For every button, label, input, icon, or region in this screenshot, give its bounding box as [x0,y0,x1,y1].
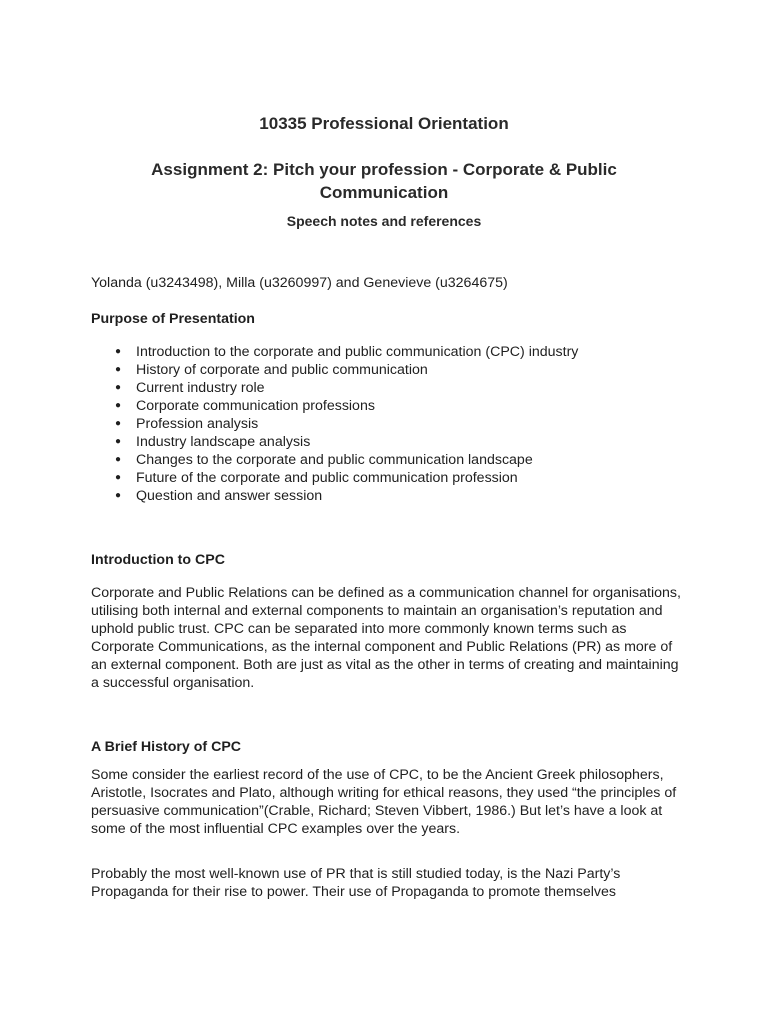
list-item-text: Profession analysis [136,416,259,432]
bullet-icon: ● [115,418,122,429]
notes-subtitle: Speech notes and references [286,213,482,229]
list-item [91,361,578,379]
authors-line: Yolanda (u3243498), Milla (u3260997) and Genevieve (u3264675) [91,275,508,291]
bullet-icon: ● [115,364,122,375]
list-item-text: Industry landscape analysis [136,434,311,450]
list-item-text: Changes to the corporate and public communication landscape [136,452,533,468]
history-heading: A Brief History of CPC [91,739,242,755]
introduction-heading: Introduction to CPC [91,552,225,568]
list-item [91,379,578,397]
list-item-text: Corporate communication professions [136,398,375,414]
list-item-text: Future of the corporate and public communication profession [136,470,518,486]
list-item-text: Question and answer session [136,488,323,504]
history-paragraph-1: Some consider the earliest record of the use of CPC, to be the Ancient Greek philosophers, Aristotle, Isocrates and Plato, although writing for ethical reasons, they used “the principles of persuasive communication”(Crable, Richard; Steven Vibbert, 1986.) But let’s have a look at some of the most influential CPC examples over the years. [91,767,677,837]
history-paragraph-2: Probably the most well-known use of PR that is still studied today, is the Nazi Party’s Propaganda for their rise to power. Their use of Propaganda to promote themselves [91,866,621,900]
list-item-text: Introduction to the corporate and public communication (CPC) industry [136,344,579,360]
list-item-text: History of corporate and public communication [136,362,428,378]
list-item [91,451,578,469]
list-item [91,487,578,505]
bullet-icon: ● [115,472,122,483]
bullet-icon: ● [115,382,122,393]
list-item-text: Current industry role [136,380,265,396]
assignment-title: Assignment 2: Pitch your profession - Corporate & Public Communication [151,160,617,202]
bullet-icon: ● [115,346,122,357]
bullet-icon: ● [115,490,122,501]
bullet-icon: ● [115,436,122,447]
introduction-paragraph: Corporate and Public Relations can be defined as a communication channel for organisations, utilising both internal and external components to maintain an organisation’s reputation and uphold public trust. CPC can be separated into more commonly known terms such as Corporate Communications, as the internal component and Public Relations (PR) as more of an external component. Both are just as vital as the other in terms of creating and maintaining a successful organisation. [91,585,681,691]
list-item [91,433,578,451]
list-item [91,397,578,415]
bullet-icon: ● [115,400,122,411]
list-item [91,415,578,433]
purpose-heading: Purpose of Presentation [91,311,255,327]
list-item [91,343,578,361]
course-title: 10335 Professional Orientation [259,114,509,133]
purpose-list [91,343,578,505]
list-item [91,469,578,487]
bullet-icon: ● [115,454,122,465]
